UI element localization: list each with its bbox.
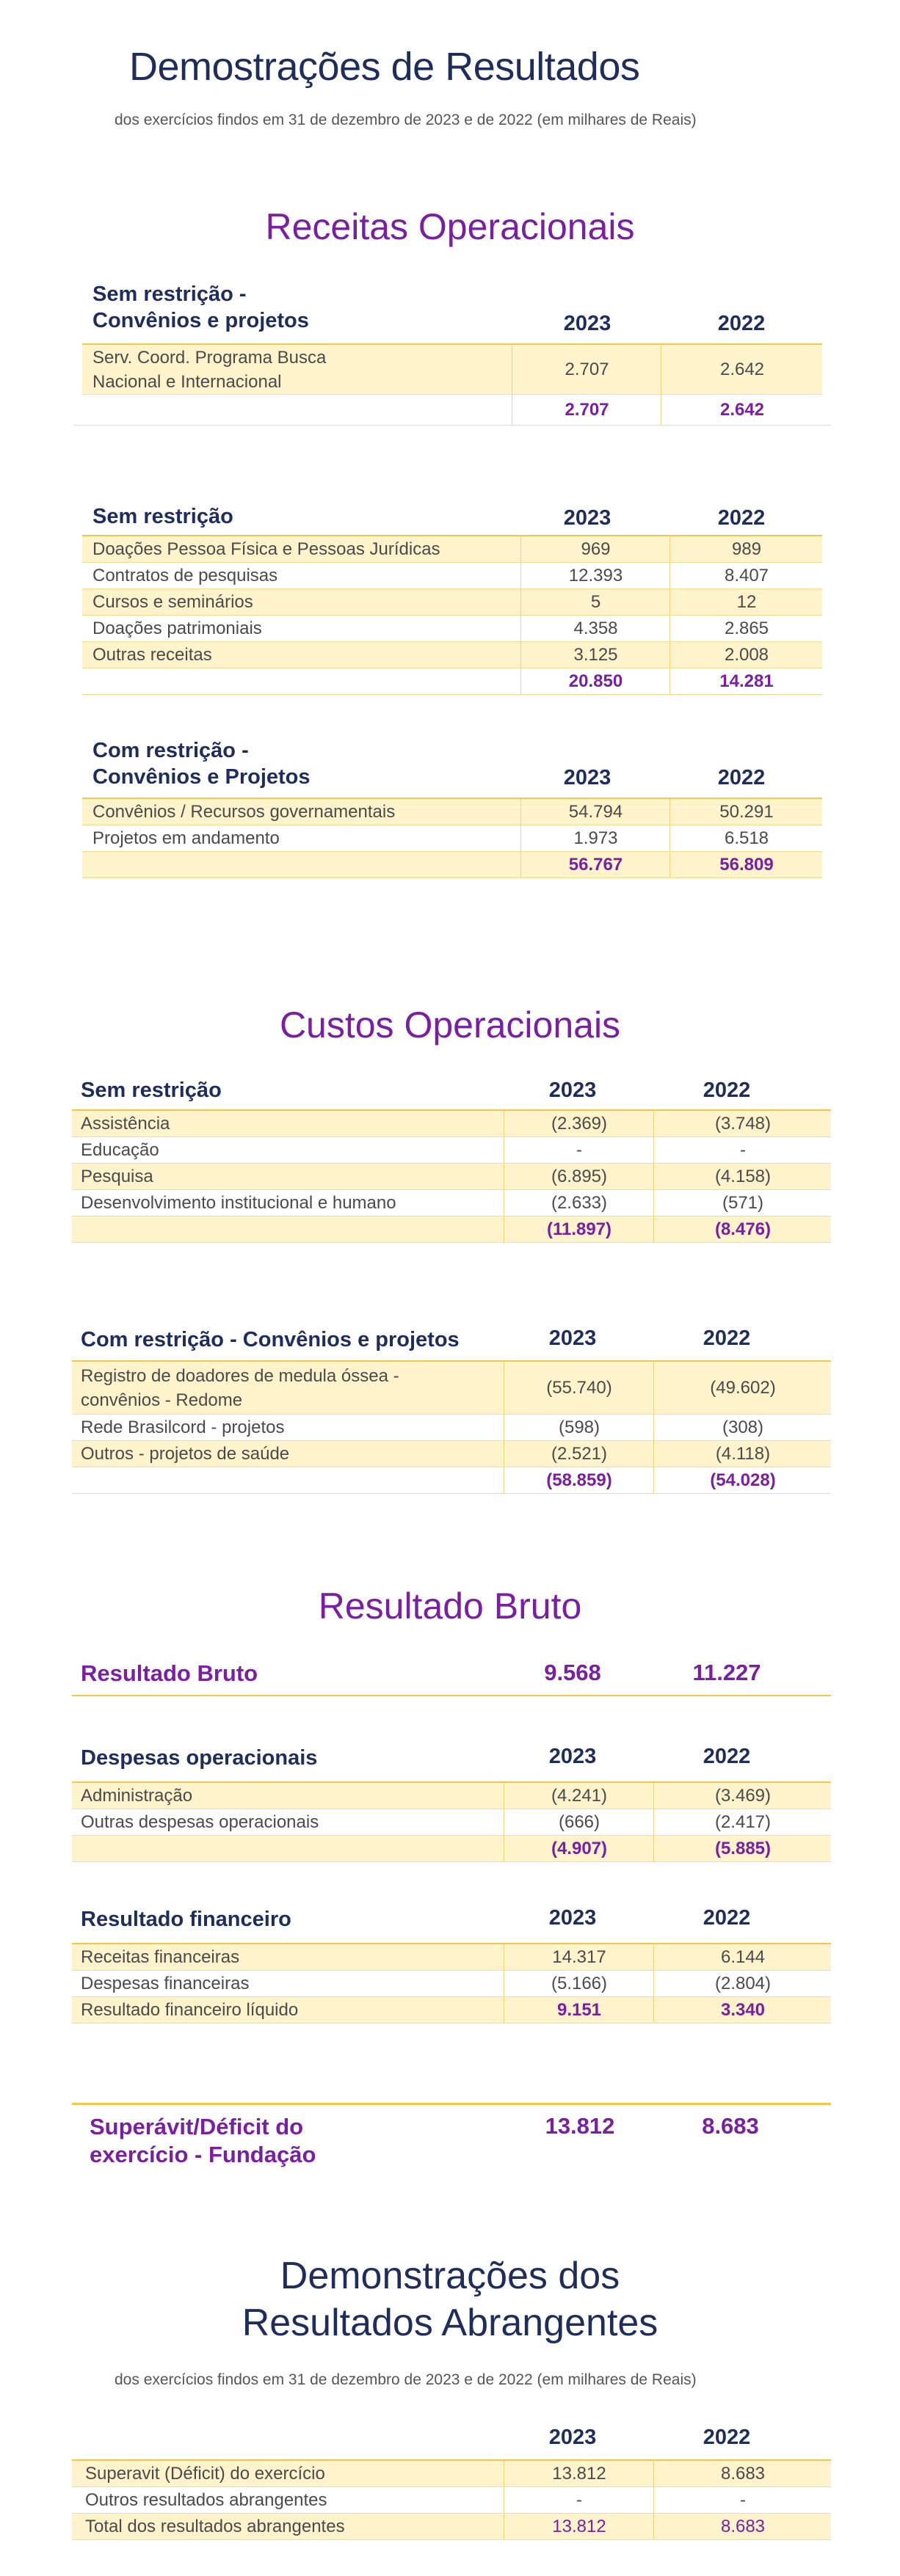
table-row	[72, 1997, 831, 2024]
financeiro-col-2022: 2022	[703, 1906, 751, 1930]
table-row	[82, 616, 822, 642]
table-row	[72, 1971, 831, 1997]
despesas-heading: Despesas operacionais	[81, 1746, 318, 1770]
row-label: Resultado financeiro líquido	[81, 2000, 299, 2020]
total-2022: (5.885)	[653, 1836, 832, 1861]
row-value-2023: (6.895)	[504, 1164, 654, 1189]
total-row	[72, 1216, 831, 1243]
row-label: Doações patrimoniais	[92, 619, 262, 638]
receitas-t1-col-2022: 2022	[717, 312, 766, 335]
receitas-t1-heading-line1: Sem restrição -	[92, 282, 247, 306]
row-value-2022: 2.642	[661, 345, 823, 394]
custos-t2-col-2023: 2023	[548, 1327, 597, 1350]
row-value-2022: 6.518	[669, 825, 823, 851]
total-2023: 20.850	[520, 668, 670, 694]
page-subtitle: dos exercícios findos em 31 de dezembro de 2023 e de 2022 (em milhares de Reais)	[115, 112, 697, 128]
row-label: Superavit (Déficit) do exercício	[85, 2464, 325, 2484]
total-2022: (8.476)	[653, 1216, 832, 1242]
table-row	[82, 642, 822, 668]
row-value-2022: 2.008	[669, 642, 823, 668]
financeiro-col-2023: 2023	[548, 1906, 597, 1930]
superavit-label-line1: Superávit/Déficit do	[90, 2114, 304, 2139]
table-row	[72, 2487, 831, 2514]
table-row	[82, 825, 822, 852]
row-label-line2: Nacional e Internacional	[92, 371, 282, 392]
row-value-2023: (598)	[504, 1415, 654, 1440]
receitas-t2-col-2023: 2023	[563, 506, 612, 530]
total-row	[72, 1467, 831, 1494]
row-label	[92, 345, 326, 394]
row-value-2023: 4.358	[520, 616, 670, 641]
row-value-2022: (49.602)	[653, 1362, 832, 1414]
total-2022: 2.642	[661, 395, 823, 425]
receitas-t1-heading-line2: Convênios e projetos	[92, 309, 309, 332]
row-label: Despesas financeiras	[81, 1974, 250, 1993]
row-label-line2: convênios - Redome	[81, 1390, 243, 1410]
row-value-2022: (3.748)	[653, 1111, 832, 1136]
receitas-title: Receitas Operacionais	[265, 206, 635, 247]
receitas-t1-col-2023: 2023	[563, 312, 612, 335]
row-label: Doações Pessoa Física e Pessoas Jurídicas	[92, 539, 440, 559]
receitas-t2-heading: Sem restrição	[92, 505, 233, 528]
row-label	[81, 1362, 399, 1414]
row-label: Outras despesas operacionais	[81, 1812, 319, 1832]
row-value-2023: -	[504, 1137, 654, 1163]
custos-t2-col-2022: 2022	[703, 1327, 751, 1350]
superavit-label-line2: exercício - Fundação	[90, 2142, 316, 2167]
table-row	[72, 1137, 831, 1164]
total-row	[82, 668, 822, 695]
row-value-2022: (4.118)	[653, 1441, 832, 1467]
row-label: Contratos de pesquisas	[92, 566, 278, 585]
table-row	[82, 589, 822, 616]
table-row	[82, 536, 822, 563]
receitas-t2-col-2022: 2022	[717, 506, 766, 530]
bruto-title: Resultado Bruto	[318, 1586, 582, 1627]
table-row	[72, 1783, 831, 1809]
row-value-2023: 12.393	[520, 563, 670, 588]
row-value-2023: 3.125	[520, 642, 670, 668]
row-value-2023: (5.166)	[504, 1971, 654, 1996]
row-value-2023: (2.369)	[504, 1111, 654, 1136]
row-value-2023: 9.151	[504, 1997, 654, 2023]
superavit-2023: 13.812	[545, 2113, 615, 2139]
row-value-2022: (308)	[653, 1415, 832, 1440]
row-value-2023: (666)	[504, 1809, 654, 1835]
table-row	[72, 2514, 831, 2540]
abrangentes-col-2023: 2023	[548, 2426, 597, 2449]
row-label: Educação	[81, 1140, 159, 1160]
receitas-t3-heading-line2: Convênios e Projetos	[92, 765, 311, 789]
row-value-2022: (4.158)	[653, 1164, 832, 1189]
despesas-col-2023: 2023	[548, 1745, 597, 1768]
row-label: Projetos em andamento	[92, 828, 280, 848]
row-value-2023: 54.794	[520, 799, 670, 825]
row-label: Outros resultados abrangentes	[85, 2490, 327, 2510]
receitas-t3-heading-line1: Com restrição -	[92, 739, 249, 762]
custos-t1-col-2023: 2023	[548, 1079, 597, 1102]
row-value-2022: (571)	[653, 1190, 832, 1216]
row-value-2023: (2.633)	[504, 1190, 654, 1216]
row-value-2022: 50.291	[669, 799, 823, 825]
page-title: Demostrações de Resultados	[129, 45, 640, 89]
table-row	[72, 1362, 831, 1415]
row-value-2023: 969	[520, 536, 670, 562]
total-2022: 56.809	[669, 852, 823, 877]
row-value-2023: (2.521)	[504, 1441, 654, 1467]
despesas-col-2022: 2022	[703, 1745, 751, 1768]
table-row	[72, 1441, 831, 1467]
row-value-2023: 14.317	[504, 1944, 654, 1970]
superavit-label	[90, 2113, 316, 2169]
row-value-2022: 989	[669, 536, 823, 562]
receitas-t3-heading	[92, 737, 311, 790]
row-label: Desenvolvimento institucional e humano	[81, 1193, 396, 1213]
row-label-line1: Serv. Coord. Programa Busca	[92, 347, 327, 368]
row-value-2023: (55.740)	[504, 1362, 654, 1414]
row-value-2022: -	[653, 1137, 832, 1163]
row-value-2022: 8.407	[669, 563, 823, 588]
superavit-rule	[72, 2103, 831, 2105]
abrangentes-subtitle: dos exercícios findos em 31 de dezembro de 2023 e de 2022 (em milhares de Reais)	[115, 2371, 697, 2388]
total-2023: (58.859)	[504, 1467, 654, 1493]
row-label: Outros - projetos de saúde	[81, 1444, 290, 1464]
receitas-t3-col-2023: 2023	[563, 766, 612, 789]
row-value-2022: (3.469)	[653, 1783, 832, 1809]
row-label: Convênios / Recursos governamentais	[92, 802, 396, 822]
total-2023: 56.767	[520, 852, 670, 877]
custos-t1-col-2022: 2022	[703, 1079, 751, 1102]
resultado-bruto-label: Resultado Bruto	[81, 1660, 258, 1686]
table-row	[72, 1111, 831, 1137]
total-row	[73, 395, 831, 426]
row-value-2023: 1.973	[520, 825, 670, 851]
row-label: Assistência	[81, 1114, 170, 1134]
total-2022: 14.281	[669, 668, 823, 694]
row-value-2023: 2.707	[512, 345, 661, 394]
row-value-2022: 2.865	[669, 616, 823, 641]
row-value-2023: 13.812	[504, 2514, 654, 2539]
row-value-2023: 13.812	[504, 2461, 654, 2486]
row-value-2023: (4.241)	[504, 1783, 654, 1809]
table-row	[72, 1415, 831, 1441]
table-row	[72, 1190, 831, 1216]
resultado-bruto-2023: 9.568	[544, 1660, 601, 1685]
row-label-line1: Registro de doadores de medula óssea -	[81, 1365, 399, 1386]
abrangentes-title-line1: Demonstrações dos	[280, 2255, 620, 2297]
table-row	[82, 345, 822, 395]
total-2022: (54.028)	[653, 1467, 832, 1493]
row-value-2022: -	[653, 2487, 832, 2513]
table-row	[72, 1809, 831, 1836]
total-2023: (4.907)	[504, 1836, 654, 1861]
resultado-bruto-rule	[72, 1695, 831, 1696]
abrangentes-title	[0, 2252, 900, 2346]
abrangentes-title-line2: Resultados Abrangentes	[242, 2302, 658, 2344]
table-row	[72, 2461, 831, 2487]
table-row	[82, 799, 822, 825]
row-value-2023: -	[504, 2487, 654, 2513]
receitas-t3-col-2022: 2022	[717, 766, 766, 789]
row-value-2022: 3.340	[653, 1997, 832, 2023]
row-value-2022: 8.683	[653, 2461, 832, 2486]
table-row	[72, 1944, 831, 1971]
total-2023: 2.707	[512, 395, 661, 425]
total-2023: (11.897)	[504, 1216, 654, 1242]
total-row	[72, 1836, 831, 1862]
row-value-2022: 12	[669, 589, 823, 615]
row-label: Cursos e seminários	[92, 592, 253, 612]
total-row	[82, 852, 822, 878]
row-label: Receitas financeiras	[81, 1947, 240, 1967]
row-value-2022: (2.417)	[653, 1809, 832, 1835]
receitas-t1-heading	[92, 281, 309, 334]
row-label: Rede Brasilcord - projetos	[81, 1417, 285, 1437]
table-row	[72, 1164, 831, 1190]
row-value-2023: 5	[520, 589, 670, 615]
custos-t2-heading: Com restrição - Convênios e projetos	[81, 1328, 460, 1351]
table-row	[82, 563, 822, 589]
superavit-2022: 8.683	[702, 2113, 759, 2139]
custos-t1-heading: Sem restrição	[81, 1079, 222, 1102]
resultado-bruto-2022: 11.227	[692, 1660, 761, 1685]
row-value-2022: 8.683	[653, 2514, 832, 2539]
row-label: Outras receitas	[92, 645, 212, 665]
row-label: Total dos resultados abrangentes	[85, 2517, 345, 2536]
custos-title: Custos Operacionais	[279, 1004, 621, 1046]
row-value-2022: 6.144	[653, 1944, 832, 1970]
row-value-2022: (2.804)	[653, 1971, 832, 1996]
row-label: Administração	[81, 1786, 193, 1806]
financeiro-heading: Resultado financeiro	[81, 1908, 291, 1931]
abrangentes-col-2022: 2022	[703, 2426, 751, 2449]
row-label: Pesquisa	[81, 1167, 153, 1186]
